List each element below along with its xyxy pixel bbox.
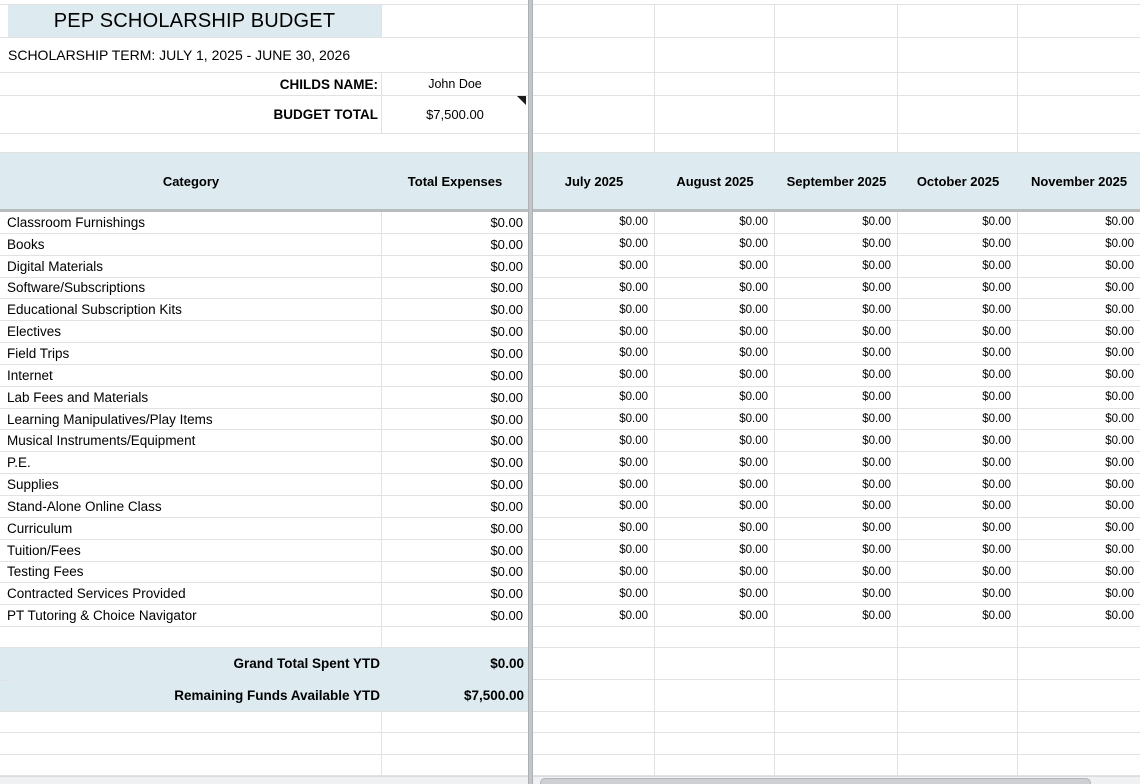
sheet-title-cell[interactable]: PEP SCHOLARSHIP BUDGET	[8, 5, 381, 37]
month-expense-cell[interactable]: $0.00	[655, 605, 775, 626]
category-header[interactable]: Category	[162, 173, 220, 189]
month-expense-cell[interactable]: $0.00	[1105, 238, 1134, 251]
scrollbar-thumb[interactable]	[540, 778, 1091, 784]
empty-cell[interactable]	[533, 733, 655, 753]
grand-total-label[interactable]: Grand Total Spent YTD	[233, 656, 380, 672]
empty-cell[interactable]	[898, 680, 1018, 711]
empty-cell[interactable]	[898, 73, 1018, 95]
month-expense-cell[interactable]: $0.00	[655, 562, 775, 583]
month-header[interactable]: October 2025	[916, 173, 1000, 189]
budget-total-label[interactable]: BUDGET TOTAL	[0, 96, 382, 133]
empty-cell[interactable]	[898, 712, 1018, 732]
month-header[interactable]: July 2025	[564, 173, 624, 189]
category-cell[interactable]: Curriculum	[0, 518, 382, 539]
empty-cell[interactable]	[1018, 96, 1140, 133]
horizontal-scrollbar-track[interactable]	[0, 776, 1140, 784]
month-expense-cell[interactable]: $0.00	[655, 496, 775, 517]
total-expenses-cell[interactable]: $0.00	[490, 389, 523, 405]
category-cell[interactable]: Testing Fees	[0, 562, 382, 583]
month-expense-cell[interactable]: $0.00	[775, 562, 898, 583]
empty-cell[interactable]	[533, 755, 655, 775]
empty-cell[interactable]	[533, 627, 655, 647]
month-expense-cell[interactable]: $0.00	[533, 583, 655, 604]
month-expense-cell[interactable]: $0.00	[1105, 391, 1134, 404]
month-expense-cell[interactable]: $0.00	[533, 605, 655, 626]
grand-total-value[interactable]: $0.00	[490, 656, 524, 672]
month-expense-cell[interactable]: $0.00	[533, 430, 655, 451]
month-expense-cell[interactable]: $0.00	[655, 540, 775, 561]
table-row	[0, 365, 1140, 387]
empty-cell[interactable]	[655, 627, 775, 647]
table-row	[0, 387, 1140, 409]
empty-row	[533, 680, 1140, 712]
empty-row	[0, 712, 1140, 733]
total-expenses-cell[interactable]: $0.00	[490, 324, 523, 340]
table-row	[0, 409, 1140, 431]
month-expense-cell[interactable]: $0.00	[655, 278, 775, 299]
empty-cell[interactable]	[533, 5, 655, 37]
total-expenses-cell[interactable]: $0.00	[490, 520, 523, 536]
month-expense-cell[interactable]: $0.00	[775, 540, 898, 561]
empty-cell[interactable]	[775, 73, 898, 95]
category-cell[interactable]: Contracted Services Provided	[0, 583, 382, 604]
month-expense-cell[interactable]: $0.00	[533, 278, 655, 299]
empty-cell[interactable]	[1018, 627, 1140, 647]
empty-cell[interactable]	[1018, 712, 1140, 732]
empty-cell[interactable]	[655, 712, 775, 732]
gap-row	[0, 627, 1140, 648]
empty-cell[interactable]	[533, 96, 655, 133]
month-expense-cell[interactable]: $0.00	[898, 562, 1018, 583]
empty-cell[interactable]	[655, 733, 775, 753]
table-row	[0, 562, 1140, 584]
category-cell[interactable]: Tuition/Fees	[0, 540, 382, 561]
empty-cell[interactable]	[898, 38, 1018, 72]
empty-cell[interactable]	[775, 733, 898, 753]
month-expense-cell[interactable]: $0.00	[898, 540, 1018, 561]
month-expense-cell[interactable]: $0.00	[655, 343, 775, 364]
total-expenses-cell[interactable]: $0.00	[490, 411, 523, 427]
month-expense-cell[interactable]: $0.00	[1105, 456, 1134, 469]
month-header[interactable]: November 2025	[1030, 173, 1128, 189]
month-expense-cell[interactable]: $0.00	[655, 234, 775, 255]
category-cell[interactable]: Stand-Alone Online Class	[0, 496, 382, 517]
empty-cell[interactable]	[775, 38, 898, 72]
table-row	[0, 430, 1140, 452]
top-info-pane	[0, 4, 528, 153]
empty-cell[interactable]	[898, 755, 1018, 775]
empty-cell[interactable]	[775, 96, 898, 133]
empty-cell[interactable]	[382, 627, 528, 647]
summary-gridline-stub	[0, 680, 8, 681]
empty-cell[interactable]	[1018, 755, 1140, 775]
table-row	[0, 278, 1140, 300]
empty-row	[0, 755, 1140, 776]
month-expense-cell[interactable]: $0.00	[898, 452, 1018, 473]
month-expense-cell[interactable]: $0.00	[898, 409, 1018, 430]
empty-cell[interactable]	[775, 627, 898, 647]
category-cell[interactable]: Lab Fees and Materials	[0, 387, 382, 408]
empty-cell[interactable]	[775, 648, 898, 679]
title-row	[0, 5, 528, 38]
remaining-funds-label[interactable]: Remaining Funds Available YTD	[174, 687, 380, 703]
empty-cell[interactable]	[0, 712, 382, 732]
month-expense-cell[interactable]: $0.00	[898, 518, 1018, 539]
empty-cell[interactable]	[655, 5, 775, 37]
grand-total-row	[0, 648, 528, 680]
month-expense-cell[interactable]: $0.00	[775, 605, 898, 626]
category-cell[interactable]: Educational Subscription Kits	[0, 299, 382, 320]
empty-row	[0, 134, 528, 153]
bottom-empty-rows	[0, 712, 1140, 776]
empty-row	[533, 38, 1140, 73]
empty-cell[interactable]	[898, 648, 1018, 679]
empty-row	[533, 96, 1140, 134]
month-expense-cell[interactable]: $0.00	[898, 605, 1018, 626]
empty-cell[interactable]	[533, 648, 655, 679]
empty-cell[interactable]	[655, 134, 775, 153]
category-cell[interactable]: Supplies	[0, 474, 382, 495]
month-expense-cell[interactable]: $0.00	[775, 299, 898, 320]
empty-row	[0, 627, 1140, 648]
total-expenses-cell[interactable]: $0.00	[490, 258, 523, 274]
month-expense-cell[interactable]: $0.00	[655, 365, 775, 386]
month-expense-cell[interactable]: $0.00	[775, 365, 898, 386]
month-expense-cell[interactable]: $0.00	[898, 365, 1018, 386]
month-expense-cell[interactable]: $0.00	[533, 518, 655, 539]
summary-left-band	[0, 648, 528, 712]
category-cell[interactable]: Electives	[0, 321, 382, 342]
month-expense-cell[interactable]: $0.00	[533, 562, 655, 583]
empty-cell[interactable]	[655, 648, 775, 679]
budget-total-row	[0, 96, 528, 134]
month-expense-cell[interactable]: $0.00	[1105, 303, 1134, 316]
month-expense-cell[interactable]: $0.00	[775, 474, 898, 495]
empty-cell[interactable]	[382, 712, 528, 732]
total-expenses-cell[interactable]: $0.00	[490, 345, 523, 361]
month-expense-cell[interactable]: $0.00	[655, 299, 775, 320]
empty-row	[533, 5, 1140, 38]
total-expenses-cell[interactable]: $0.00	[490, 586, 523, 602]
month-expense-cell[interactable]: $0.00	[775, 212, 898, 233]
month-expense-cell[interactable]: $0.00	[775, 583, 898, 604]
empty-cell[interactable]	[533, 73, 655, 95]
total-expenses-cell[interactable]: $0.00	[490, 455, 523, 471]
empty-row	[0, 733, 1140, 754]
summary-band	[0, 648, 1140, 712]
total-expenses-cell[interactable]: $0.00	[490, 433, 523, 449]
month-expense-cell[interactable]: $0.00	[533, 474, 655, 495]
month-expense-cell[interactable]: $0.00	[1105, 260, 1134, 273]
month-expense-cell[interactable]: $0.00	[655, 409, 775, 430]
total-expenses-cell[interactable]: $0.00	[490, 236, 523, 252]
empty-cell[interactable]	[533, 680, 655, 711]
table-row	[0, 605, 1140, 627]
month-expense-cell[interactable]: $0.00	[1105, 413, 1134, 426]
month-expense-cell[interactable]: $0.00	[1105, 609, 1134, 622]
month-expense-cell[interactable]: $0.00	[533, 321, 655, 342]
month-expense-cell[interactable]: $0.00	[655, 256, 775, 277]
empty-cell[interactable]	[382, 5, 528, 37]
category-cell[interactable]: Digital Materials	[0, 256, 382, 277]
month-expense-cell[interactable]: $0.00	[775, 343, 898, 364]
empty-cell[interactable]	[898, 96, 1018, 133]
month-expense-cell[interactable]: $0.00	[775, 409, 898, 430]
month-expense-cell[interactable]: $0.00	[898, 583, 1018, 604]
total-expenses-cell[interactable]: $0.00	[490, 564, 523, 580]
month-expense-cell[interactable]: $0.00	[898, 278, 1018, 299]
category-cell[interactable]: Internet	[0, 365, 382, 386]
month-expense-cell[interactable]: $0.00	[775, 256, 898, 277]
month-expense-cell[interactable]: $0.00	[1105, 478, 1134, 491]
category-cell[interactable]: Field Trips	[0, 343, 382, 364]
month-expense-cell[interactable]: $0.00	[775, 387, 898, 408]
total-expenses-cell[interactable]: $0.00	[490, 302, 523, 318]
empty-cell[interactable]	[382, 755, 528, 775]
empty-cell[interactable]	[1018, 733, 1140, 753]
empty-cell[interactable]	[0, 627, 382, 647]
category-cell[interactable]: Software/Subscriptions	[0, 278, 382, 299]
table-row	[0, 452, 1140, 474]
category-cell[interactable]: Learning Manipulatives/Play Items	[0, 409, 382, 430]
empty-cell[interactable]	[1018, 5, 1140, 37]
empty-cell[interactable]	[1018, 648, 1140, 679]
month-expense-cell[interactable]: $0.00	[898, 496, 1018, 517]
empty-cell[interactable]	[898, 627, 1018, 647]
month-expense-cell[interactable]: $0.00	[655, 474, 775, 495]
childs-name-value[interactable]: John Doe	[428, 77, 482, 91]
month-expense-cell[interactable]: $0.00	[775, 496, 898, 517]
budget-total-value[interactable]: $7,500.00	[426, 107, 484, 122]
month-expense-cell[interactable]: $0.00	[533, 387, 655, 408]
empty-cell[interactable]	[382, 733, 528, 753]
empty-cell[interactable]	[655, 73, 775, 95]
month-expense-cell[interactable]: $0.00	[655, 583, 775, 604]
month-expense-cell[interactable]: $0.00	[533, 234, 655, 255]
month-expense-cell[interactable]: $0.00	[655, 212, 775, 233]
empty-cell[interactable]	[0, 733, 382, 753]
table-row	[0, 212, 1140, 234]
total-expenses-header[interactable]: Total Expenses	[407, 173, 503, 189]
month-expense-cell[interactable]: $0.00	[1105, 500, 1134, 513]
total-expenses-cell[interactable]: $0.00	[490, 498, 523, 514]
total-expenses-cell[interactable]: $0.00	[490, 477, 523, 493]
empty-cell[interactable]	[775, 712, 898, 732]
month-expense-cell[interactable]: $0.00	[898, 474, 1018, 495]
table-row	[0, 583, 1140, 605]
table-header-row	[0, 152, 1140, 209]
table-row	[0, 234, 1140, 256]
month-expense-cell[interactable]: $0.00	[1105, 347, 1134, 360]
month-expense-cell[interactable]: $0.00	[533, 452, 655, 473]
category-cell[interactable]: Classroom Furnishings	[0, 212, 382, 233]
month-expense-cell[interactable]: $0.00	[898, 321, 1018, 342]
empty-cell[interactable]	[1018, 680, 1140, 711]
empty-cell[interactable]	[655, 755, 775, 775]
month-expense-cell[interactable]: $0.00	[898, 387, 1018, 408]
data-rows	[0, 212, 1140, 627]
empty-cell[interactable]	[1018, 73, 1140, 95]
month-expense-cell[interactable]: $0.00	[533, 343, 655, 364]
childs-name-row	[0, 73, 528, 96]
month-expense-cell[interactable]: $0.00	[655, 321, 775, 342]
empty-cell[interactable]	[533, 38, 655, 72]
empty-row	[533, 73, 1140, 96]
empty-cell[interactable]	[533, 134, 655, 153]
title-row-left	[0, 5, 382, 37]
total-expenses-cell[interactable]: $0.00	[490, 280, 523, 296]
empty-cell[interactable]	[898, 733, 1018, 753]
month-expense-cell[interactable]: $0.00	[533, 496, 655, 517]
empty-cell[interactable]	[533, 712, 655, 732]
table-row	[0, 256, 1140, 278]
empty-cell[interactable]	[775, 755, 898, 775]
month-expense-cell[interactable]: $0.00	[1105, 544, 1134, 557]
month-expense-cell[interactable]: $0.00	[1105, 216, 1134, 229]
empty-cell[interactable]	[898, 134, 1018, 153]
category-cell[interactable]: Musical Instruments/Equipment	[0, 430, 382, 451]
month-header[interactable]: September 2025	[786, 173, 887, 189]
month-expense-cell[interactable]: $0.00	[898, 212, 1018, 233]
month-expense-cell[interactable]: $0.00	[655, 430, 775, 451]
month-expense-cell[interactable]: $0.00	[655, 387, 775, 408]
empty-cell[interactable]	[0, 755, 382, 775]
childs-name-label[interactable]: CHILDS NAME:	[0, 73, 382, 95]
empty-row	[533, 134, 1140, 153]
empty-cell[interactable]	[655, 96, 775, 133]
empty-cell[interactable]	[775, 134, 898, 153]
month-expense-cell[interactable]: $0.00	[655, 452, 775, 473]
frozen-pane-divider[interactable]	[528, 0, 533, 784]
month-expense-cell[interactable]: $0.00	[898, 430, 1018, 451]
month-expense-cell[interactable]: $0.00	[775, 452, 898, 473]
month-expense-cell[interactable]: $0.00	[533, 409, 655, 430]
month-expense-cell[interactable]: $0.00	[898, 343, 1018, 364]
month-expense-cell[interactable]: $0.00	[775, 278, 898, 299]
table-row	[0, 474, 1140, 496]
month-expense-cell[interactable]: $0.00	[1105, 522, 1134, 535]
month-expense-cell[interactable]: $0.00	[533, 365, 655, 386]
month-expense-cell[interactable]: $0.00	[1105, 369, 1134, 382]
month-expense-cell[interactable]: $0.00	[533, 212, 655, 233]
remaining-funds-value[interactable]: $7,500.00	[463, 687, 524, 703]
month-expense-cell[interactable]: $0.00	[898, 234, 1018, 255]
table-row	[0, 540, 1140, 562]
empty-cell[interactable]	[898, 5, 1018, 37]
month-expense-cell[interactable]: $0.00	[1105, 565, 1134, 578]
empty-cell[interactable]	[655, 38, 775, 72]
empty-row	[533, 648, 1140, 680]
month-expense-cell[interactable]: $0.00	[898, 299, 1018, 320]
month-expense-cell[interactable]: $0.00	[775, 234, 898, 255]
category-cell[interactable]: P.E.	[0, 452, 382, 473]
month-expense-cell[interactable]: $0.00	[775, 430, 898, 451]
total-expenses-cell[interactable]: $0.00	[490, 214, 523, 230]
category-cell[interactable]: PT Tutoring & Choice Navigator	[0, 605, 382, 626]
month-expense-cell[interactable]: $0.00	[655, 518, 775, 539]
empty-cell[interactable]	[775, 5, 898, 37]
table-row	[0, 518, 1140, 540]
empty-cell[interactable]	[655, 680, 775, 711]
month-expense-cell[interactable]: $0.00	[1105, 587, 1134, 600]
header-left-band	[0, 153, 528, 209]
table-row	[0, 299, 1140, 321]
month-expense-cell[interactable]: $0.00	[898, 256, 1018, 277]
month-expense-cell[interactable]: $0.00	[533, 299, 655, 320]
month-expense-cell[interactable]: $0.00	[1105, 325, 1134, 338]
scholarship-term-cell[interactable]: SCHOLARSHIP TERM: JULY 1, 2025 - JUNE 30, 2026	[8, 47, 351, 63]
remaining-funds-row	[0, 680, 528, 712]
month-expense-cell[interactable]: $0.00	[533, 540, 655, 561]
total-expenses-cell[interactable]: $0.00	[490, 542, 523, 558]
empty-cell[interactable]	[775, 680, 898, 711]
scholarship-term-row	[0, 38, 528, 73]
empty-cell[interactable]	[1018, 38, 1140, 72]
category-cell[interactable]: Books	[0, 234, 382, 255]
note-indicator-icon	[517, 96, 526, 105]
month-expense-cell[interactable]: $0.00	[775, 321, 898, 342]
month-headers	[533, 153, 1140, 209]
empty-cell[interactable]	[1018, 134, 1140, 153]
top-right-empty-grid	[533, 4, 1140, 153]
total-expenses-cell[interactable]: $0.00	[490, 608, 523, 624]
table-row	[0, 321, 1140, 343]
table-row	[0, 343, 1140, 365]
month-expense-cell[interactable]: $0.00	[775, 518, 898, 539]
month-header[interactable]: August 2025	[676, 173, 754, 189]
month-expense-cell[interactable]: $0.00	[1105, 281, 1134, 294]
summary-right-empty-grid	[533, 648, 1140, 712]
month-expense-cell[interactable]: $0.00	[533, 256, 655, 277]
table-row	[0, 496, 1140, 518]
month-expense-cell[interactable]: $0.00	[1105, 434, 1134, 447]
total-expenses-cell[interactable]: $0.00	[490, 367, 523, 383]
